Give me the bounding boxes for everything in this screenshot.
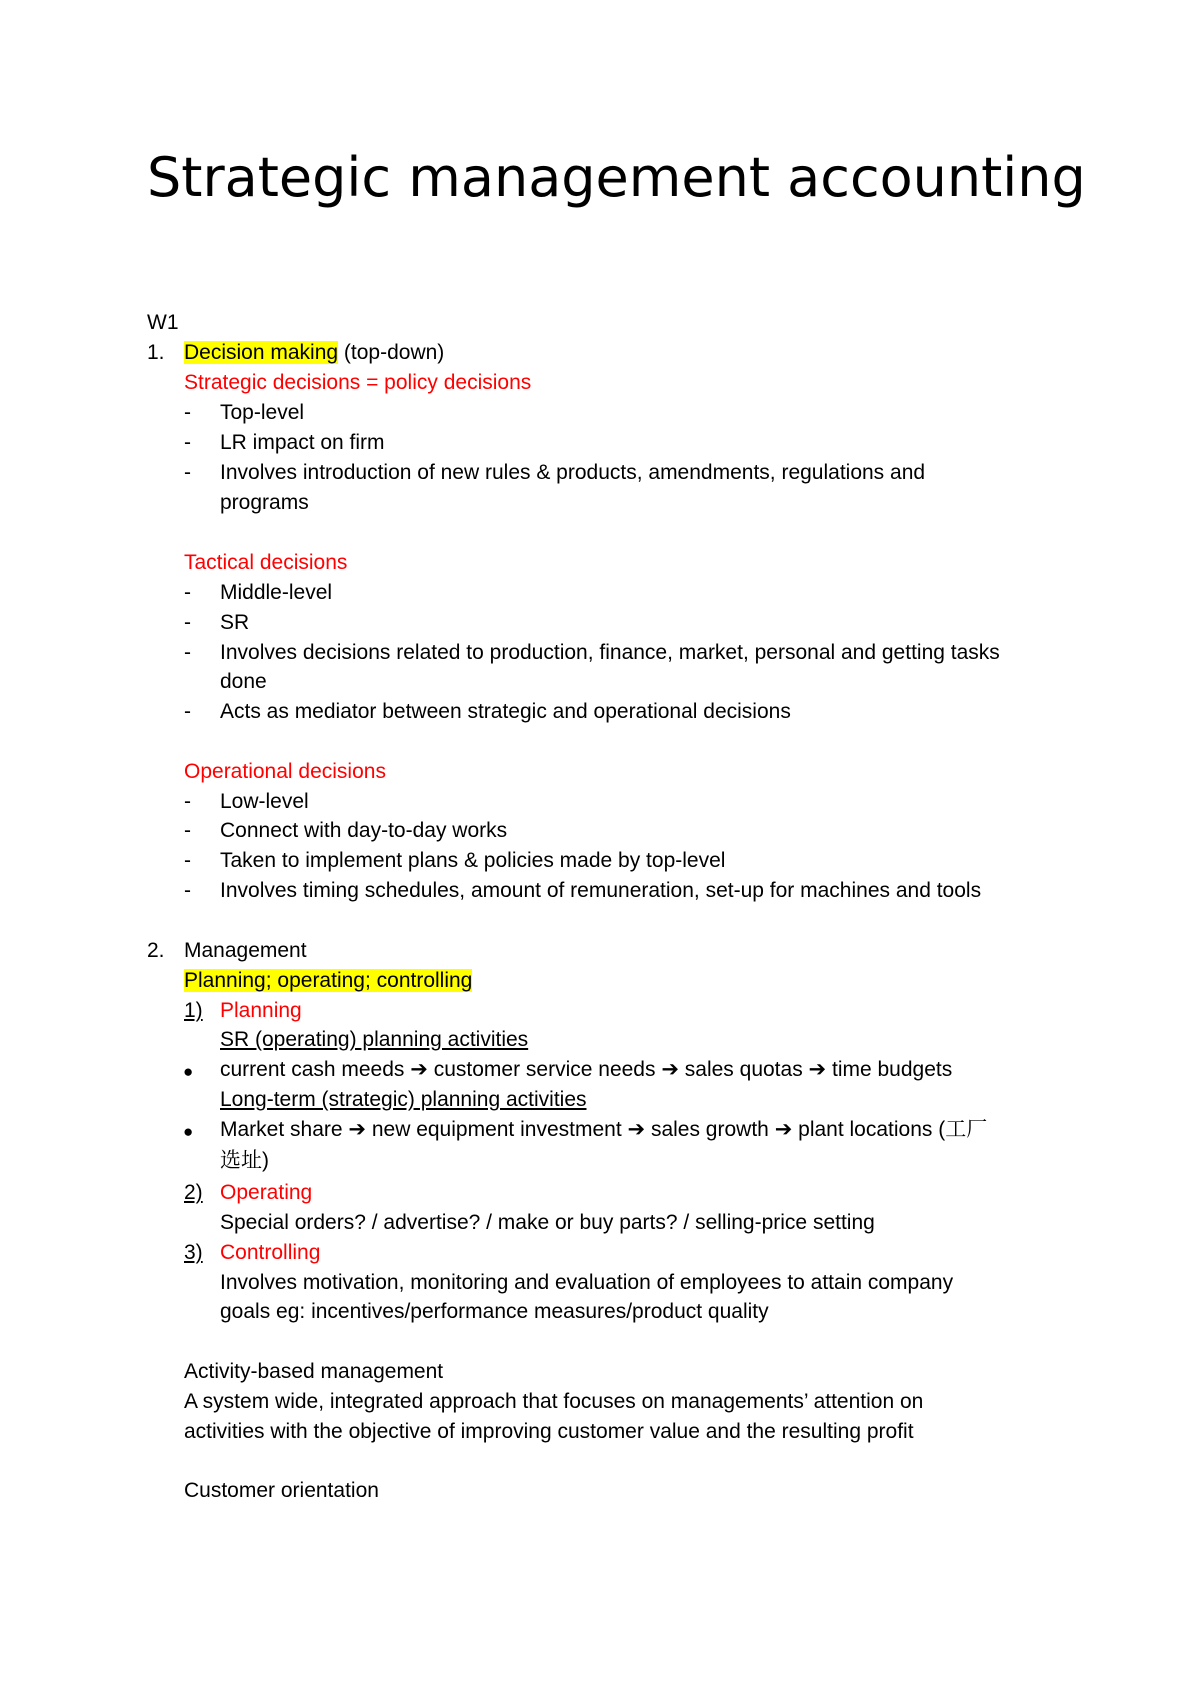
planning-label: Planning bbox=[220, 999, 302, 1022]
list-item: Taken to implement plans & policies made by top-level bbox=[220, 849, 726, 872]
operating-text: Special orders? / advertise? / make or buy parts? / selling-price setting bbox=[220, 1211, 875, 1234]
lt-planning-flow bbox=[220, 1115, 987, 1145]
section-1-heading bbox=[184, 338, 444, 368]
dash-marker: - bbox=[184, 790, 191, 813]
dash-marker: - bbox=[184, 431, 191, 454]
list-item: Involves decisions related to production, finance, market, personal and getting tasks bbox=[220, 641, 1000, 664]
week-label: W1 bbox=[147, 311, 179, 334]
controlling-number: 3) bbox=[184, 1241, 203, 1264]
arrow-icon: ➔ bbox=[808, 1058, 827, 1081]
section-1-heading-highlight: Decision making bbox=[184, 341, 339, 364]
operational-heading: Operational decisions bbox=[184, 760, 386, 783]
list-item: Low-level bbox=[220, 790, 309, 813]
abm-title: Activity-based management bbox=[184, 1360, 444, 1383]
flow-step: time budgets bbox=[832, 1058, 953, 1081]
dash-marker: - bbox=[184, 819, 191, 842]
section-2-number: 2. bbox=[147, 939, 165, 962]
list-item: Involves timing schedules, amount of remuneration, set-up for machines and tools bbox=[220, 879, 982, 902]
section-2-subheading bbox=[184, 966, 472, 996]
flow-step: new equipment investment bbox=[371, 1118, 622, 1141]
section-1-heading-rest: (top-down) bbox=[338, 341, 445, 364]
dash-marker: - bbox=[184, 461, 191, 484]
flow-step: sales quotas bbox=[684, 1058, 803, 1081]
planning-number: 1) bbox=[184, 999, 203, 1022]
operating-number: 2) bbox=[184, 1181, 203, 1204]
section-1-number: 1. bbox=[147, 341, 165, 364]
bullet-marker: ● bbox=[183, 1122, 194, 1141]
sr-planning-title: SR (operating) planning activities bbox=[220, 1028, 529, 1051]
operating-label: Operating bbox=[220, 1181, 313, 1204]
document-title: Strategic management accounting bbox=[147, 146, 1086, 209]
arrow-icon: ➔ bbox=[348, 1118, 366, 1141]
section-2-heading: Management bbox=[184, 939, 307, 962]
arrow-icon: ➔ bbox=[661, 1058, 679, 1081]
list-item: SR bbox=[220, 611, 250, 634]
list-item: Involves introduction of new rules & products, amendments, regulations and bbox=[220, 461, 926, 484]
controlling-label: Controlling bbox=[220, 1241, 321, 1264]
list-item: LR impact on firm bbox=[220, 431, 385, 454]
list-item: Top-level bbox=[220, 401, 305, 424]
strategic-heading: Strategic decisions = policy decisions bbox=[184, 371, 532, 394]
dash-marker: - bbox=[184, 700, 191, 723]
list-item: Connect with day-to-day works bbox=[220, 819, 508, 842]
flow-step: customer service needs bbox=[433, 1058, 656, 1081]
sr-planning-flow bbox=[220, 1055, 952, 1085]
list-item: Acts as mediator between strategic and operational decisions bbox=[220, 700, 791, 723]
flow-step: sales growth bbox=[650, 1118, 769, 1141]
lt-planning-continuation: 选址) bbox=[220, 1149, 269, 1172]
abm-text-continued: activities with the objective of improving customer value and the resulting profit bbox=[184, 1420, 914, 1443]
customer-orientation-heading: Customer orientation bbox=[184, 1479, 379, 1502]
abm-text: A system wide, integrated approach that focuses on managements’ attention on bbox=[184, 1390, 924, 1413]
lt-planning-title: Long-term (strategic) planning activities bbox=[220, 1088, 587, 1111]
controlling-text: Involves motivation, monitoring and evaluation of employees to attain company bbox=[220, 1271, 954, 1294]
section-2-subheading-highlight: Planning; operating; controlling bbox=[184, 969, 473, 992]
controlling-text-continued: goals eg: incentives/performance measures/product quality bbox=[220, 1300, 769, 1323]
bullet-marker: ● bbox=[183, 1062, 194, 1081]
arrow-icon: ➔ bbox=[774, 1118, 793, 1141]
list-item-continuation: programs bbox=[220, 491, 309, 514]
flow-step: plant locations (工厂 bbox=[798, 1118, 988, 1141]
dash-marker: - bbox=[184, 611, 191, 634]
dash-marker: - bbox=[184, 879, 191, 902]
flow-step: Market share bbox=[220, 1118, 343, 1141]
arrow-icon: ➔ bbox=[410, 1058, 428, 1081]
dash-marker: - bbox=[184, 401, 191, 424]
tactical-heading: Tactical decisions bbox=[184, 551, 348, 574]
list-item-continuation: done bbox=[220, 670, 267, 693]
dash-marker: - bbox=[184, 849, 191, 872]
dash-marker: - bbox=[184, 581, 191, 604]
arrow-icon: ➔ bbox=[627, 1118, 646, 1141]
flow-step: current cash meeds bbox=[220, 1058, 405, 1081]
list-item: Middle-level bbox=[220, 581, 333, 604]
dash-marker: - bbox=[184, 641, 191, 664]
